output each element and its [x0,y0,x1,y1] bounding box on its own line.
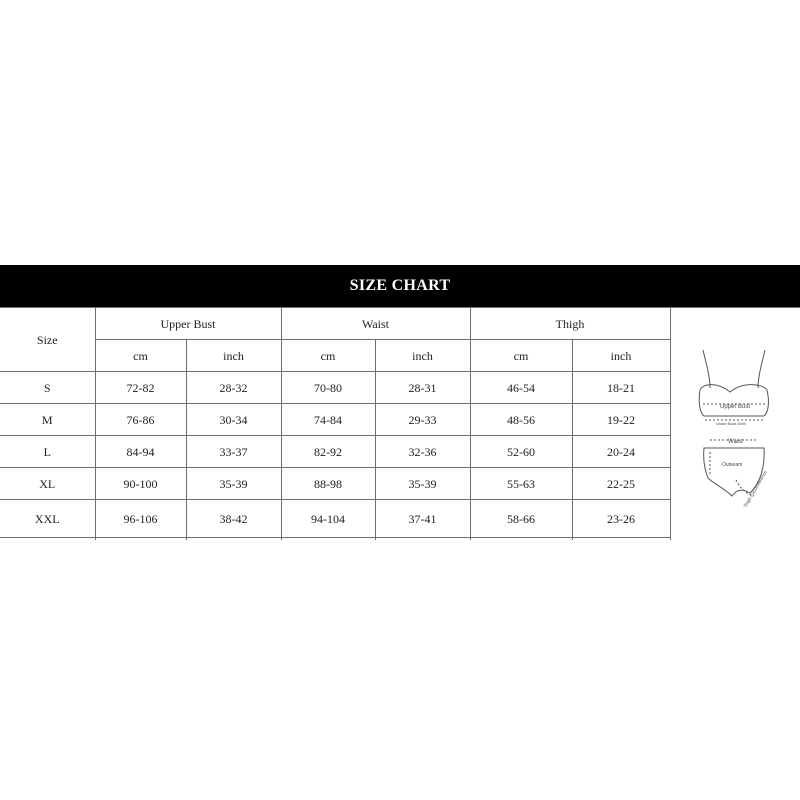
table-row [0,404,670,436]
size-cell: L [0,436,95,468]
table-cell: 48-56 [470,404,572,436]
table-cell: 35-39 [375,468,470,500]
size-cell: XXL [0,500,95,538]
table-cell: 20-24 [572,436,670,468]
table-row-tail [0,538,670,541]
table-cell: 72-82 [95,372,186,404]
bra-left-strap [703,350,710,388]
table-cell: 70-80 [281,372,375,404]
unit-header: cm [95,340,186,372]
table-cell: 28-31 [375,372,470,404]
unit-header: inch [186,340,281,372]
table-cell: 84-94 [95,436,186,468]
table-cell: 96-106 [95,500,186,538]
table-row [0,436,670,468]
bra-cup-outline [699,390,768,416]
unit-header: cm [470,340,572,372]
table-cell: 33-37 [186,436,281,468]
table-cell: 88-98 [281,468,375,500]
waist-header: Waist [281,308,470,340]
table-header-row [0,308,670,340]
bra-right-strap [758,350,765,388]
size-table [0,307,671,540]
table-cell: 30-34 [186,404,281,436]
size-chart-title: SIZE CHART [0,265,800,307]
unit-header: inch [572,340,670,372]
size-column-header: Size [0,308,95,372]
table-cell: 28-32 [186,372,281,404]
size-cell: XL [0,468,95,500]
size-cell: M [0,404,95,436]
table-cell: 82-92 [281,436,375,468]
table-cell: 18-21 [572,372,670,404]
table-row [0,500,670,538]
table-cell: 22-25 [572,468,670,500]
waist-diagram-label: Waist [728,439,743,445]
table-cell: 19-22 [572,404,670,436]
table-cell: 90-100 [95,468,186,500]
table-cell: 52-60 [470,436,572,468]
unit-header: inch [375,340,470,372]
table-row [0,468,670,500]
table-cell: 94-104 [281,500,375,538]
table-cell: 74-84 [281,404,375,436]
measurement-diagram [670,307,800,538]
table-cell: 35-39 [186,468,281,500]
table-cell: 46-54 [470,372,572,404]
under-bust-diagram-label: Under Bust Girth [716,421,746,426]
thigh-diagram-label: Thigh Circumference [742,469,768,509]
table-cell: 58-66 [470,500,572,538]
upper-bust-diagram-label: Upper Bust [720,404,751,410]
table-cell: 55-63 [470,468,572,500]
table-cell: 23-26 [572,500,670,538]
table-cell: 29-33 [375,404,470,436]
table-row [0,372,670,404]
size-cell: S [0,372,95,404]
thigh-header: Thigh [470,308,670,340]
table-unit-row [0,340,670,372]
table-cell: 32-36 [375,436,470,468]
table-cell: 38-42 [186,500,281,538]
size-chart [0,265,800,537]
table-cell: 37-41 [375,500,470,538]
unit-header: cm [281,340,375,372]
upper-bust-header: Upper Bust [95,308,281,340]
measurement-diagram-svg [670,308,800,538]
outseam-diagram-label: Outseam [722,462,743,468]
table-cell: 76-86 [95,404,186,436]
